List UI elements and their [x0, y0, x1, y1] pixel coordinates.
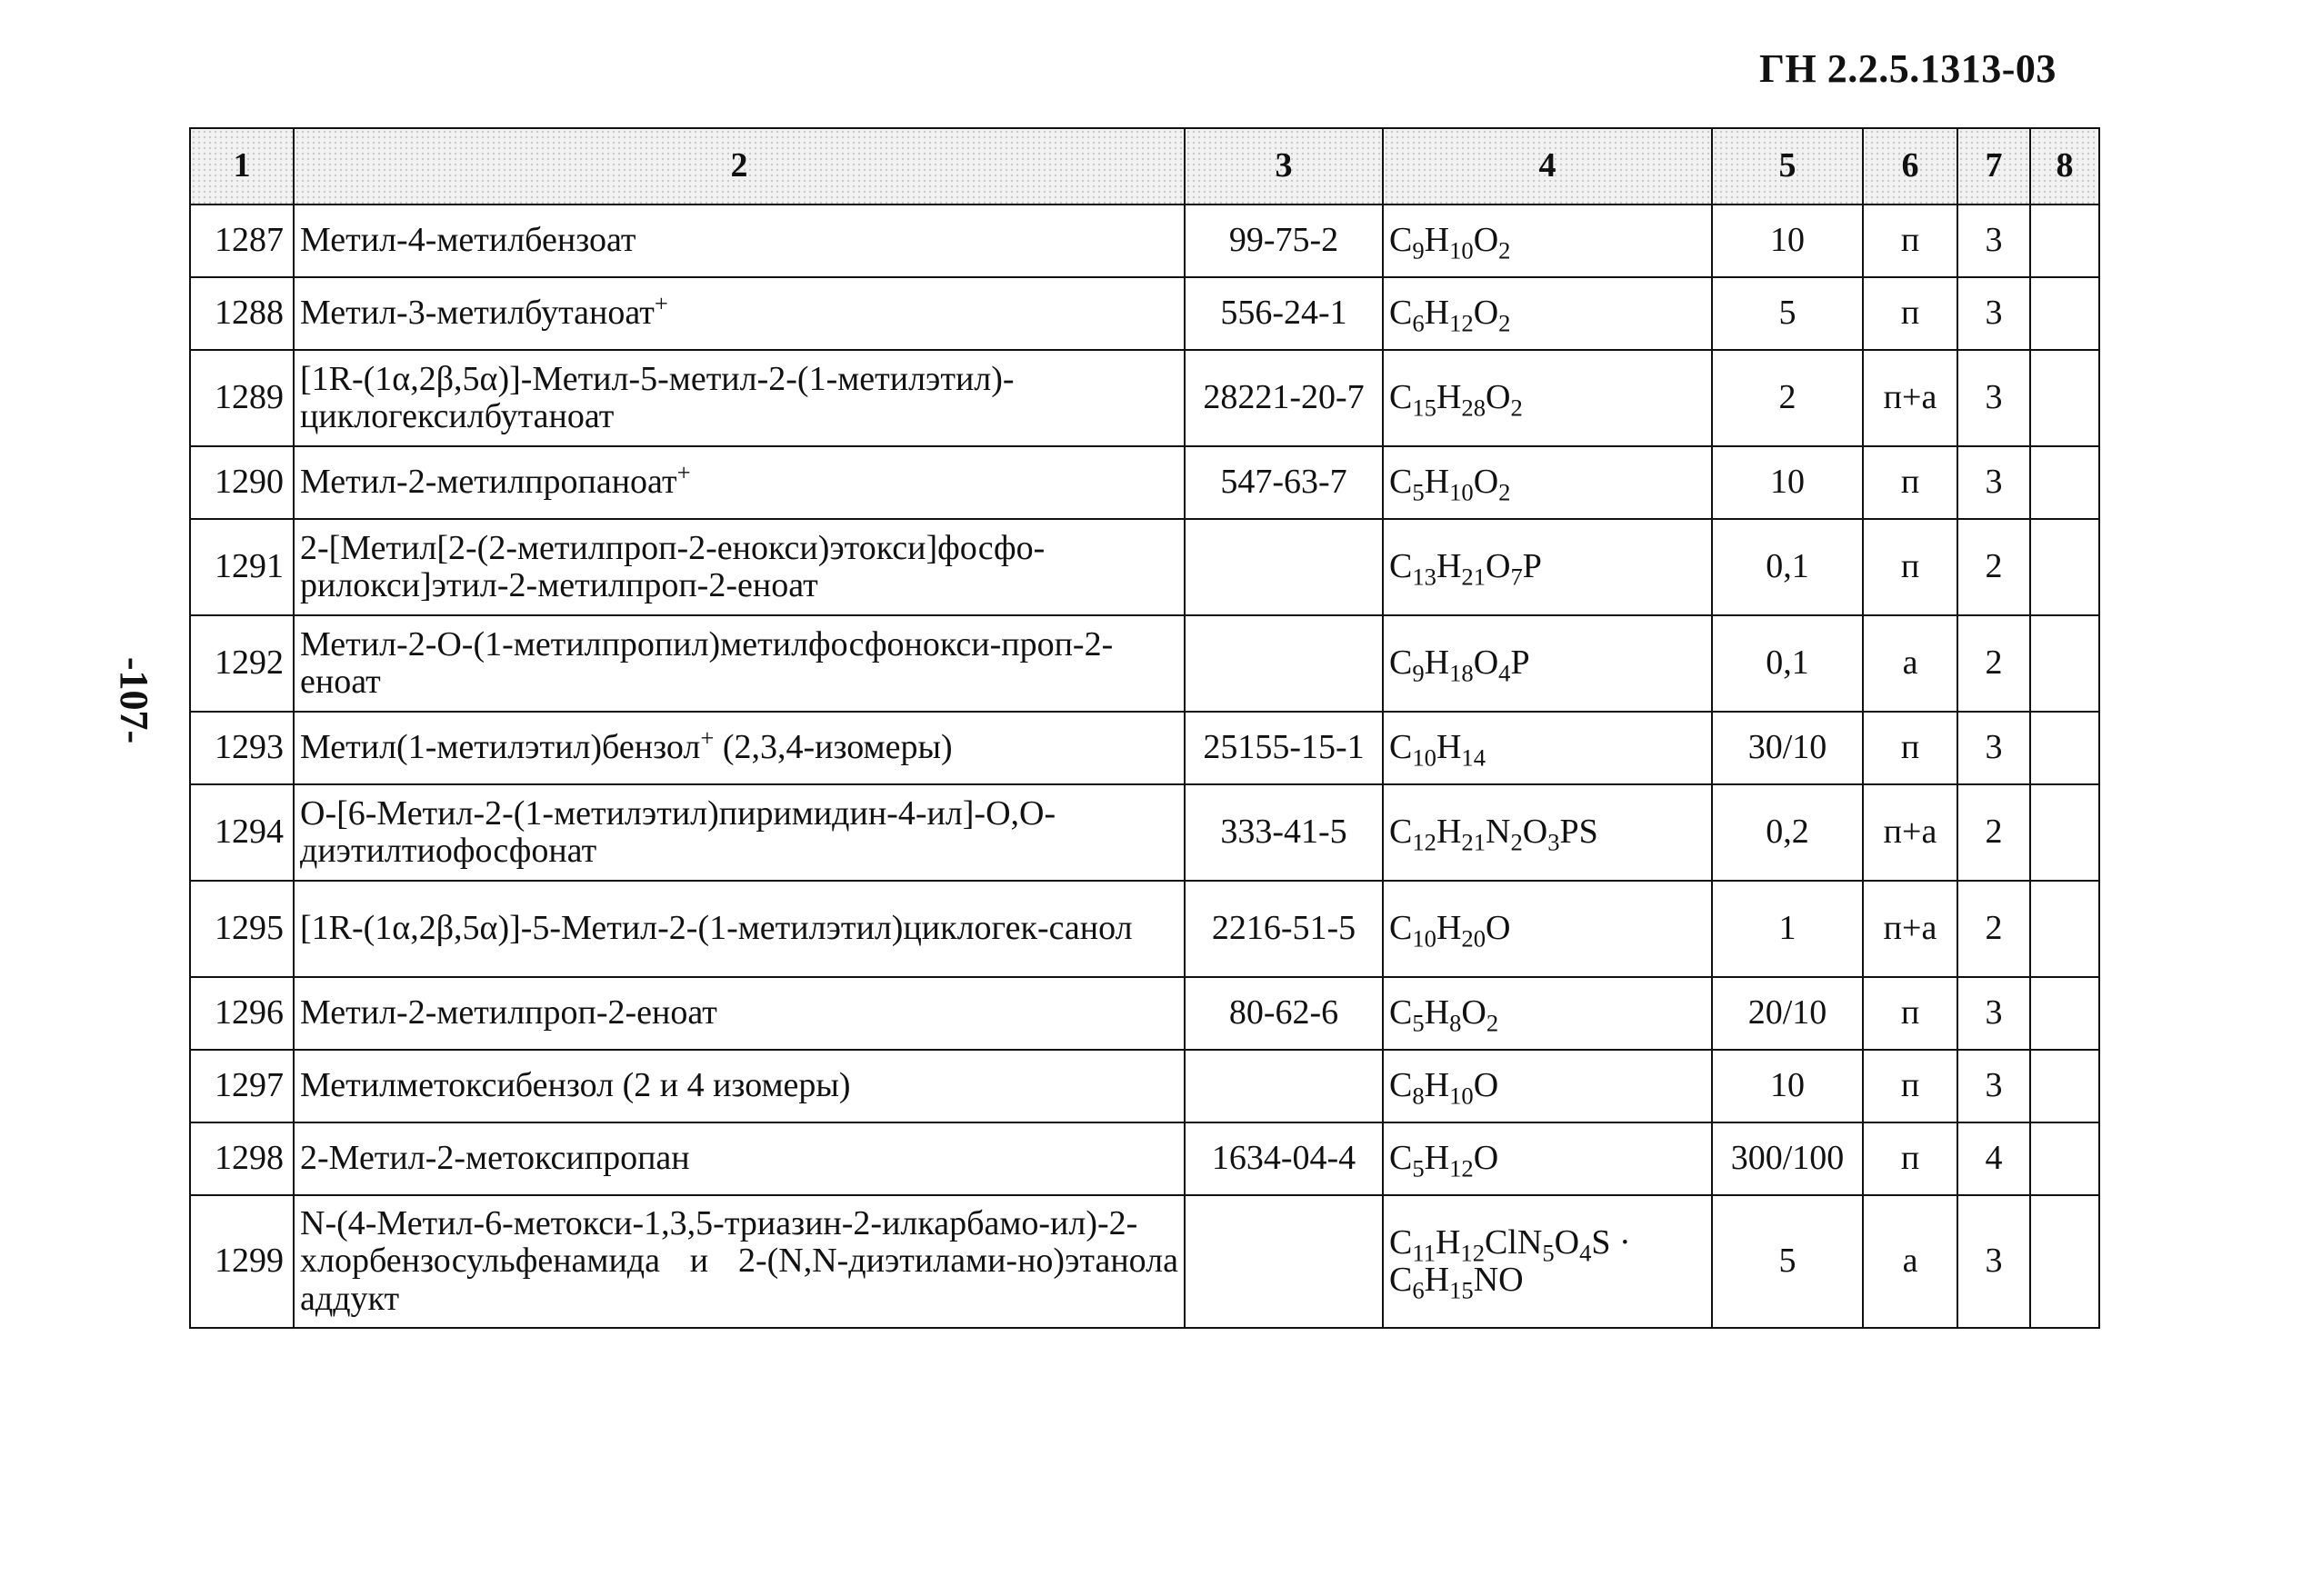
mac-value: 10 [1712, 204, 1863, 277]
table-row [190, 277, 2099, 350]
table-row [190, 784, 2099, 881]
substance-name: [1R-(1α,2β,5α)]-5-Метил-2-(1-метилэтил)циклогек-санол [294, 881, 1185, 977]
table-row [190, 1195, 2099, 1328]
row-number: 1296 [190, 977, 294, 1050]
row-number: 1291 [190, 519, 294, 615]
row-number: 1287 [190, 204, 294, 277]
cas-number: 25155-15-1 [1185, 712, 1383, 784]
table-header-row [190, 128, 2099, 204]
substance-name: Метил(1-метилэтил)бензол+ (2,3,4-изомеры) [294, 712, 1185, 784]
mac-value: 0,2 [1712, 784, 1863, 881]
formula: $C_{11}H_{12}ClN_5O_4S$ · $C_6H_{15}NO$ [1383, 1195, 1712, 1328]
hazard-class: 3 [1957, 350, 2030, 446]
column-header: 7 [1957, 128, 2030, 204]
col8-cell [2030, 1195, 2099, 1328]
col8-cell [2030, 1050, 2099, 1122]
substance-name: 2-Метил-2-метоксипропан [294, 1122, 1185, 1195]
hazard-class: 2 [1957, 881, 2030, 977]
row-number: 1293 [190, 712, 294, 784]
hazard-class: 2 [1957, 615, 2030, 712]
col8-cell [2030, 712, 2099, 784]
aggregate-state: п+а [1863, 881, 1957, 977]
cas-number: 333-41-5 [1185, 784, 1383, 881]
row-number: 1299 [190, 1195, 294, 1328]
mac-value: 30/10 [1712, 712, 1863, 784]
mac-value: 0,1 [1712, 519, 1863, 615]
cas-number: 28221-20-7 [1185, 350, 1383, 446]
mac-value: 20/10 [1712, 977, 1863, 1050]
aggregate-state: п [1863, 1122, 1957, 1195]
column-header: 5 [1712, 128, 1863, 204]
mac-value: 10 [1712, 1050, 1863, 1122]
mac-value: 10 [1712, 446, 1863, 519]
table-row [190, 881, 2099, 977]
aggregate-state: п [1863, 712, 1957, 784]
row-number: 1294 [190, 784, 294, 881]
formula: $C_{15}H_{28}O_2$ [1383, 350, 1712, 446]
formula: $C_5H_{12}O$ [1383, 1122, 1712, 1195]
col8-cell [2030, 519, 2099, 615]
substance-name: N-(4-Метил-6-метокси-1,3,5-триазин-2-илкарбамо-ил)-2-хлорбензосульфенамида и 2-(N,N-диэтилами-но)этанола аддукт [294, 1195, 1185, 1328]
col8-cell [2030, 1122, 2099, 1195]
col8-cell [2030, 977, 2099, 1050]
hazard-class: 3 [1957, 277, 2030, 350]
cas-number: 80-62-6 [1185, 977, 1383, 1050]
mac-value: 5 [1712, 277, 1863, 350]
mac-value: 5 [1712, 1195, 1863, 1328]
col8-cell [2030, 615, 2099, 712]
cas-number: 556-24-1 [1185, 277, 1383, 350]
column-header: 2 [294, 128, 1185, 204]
mac-value: 1 [1712, 881, 1863, 977]
aggregate-state: п [1863, 977, 1957, 1050]
cas-number: 2216-51-5 [1185, 881, 1383, 977]
substance-name: Метил-2-метилпроп-2-еноат [294, 977, 1185, 1050]
col8-cell [2030, 784, 2099, 881]
hazard-class: 3 [1957, 712, 2030, 784]
formula: $C_{10}H_{14}$ [1383, 712, 1712, 784]
cas-number [1185, 615, 1383, 712]
row-number: 1298 [190, 1122, 294, 1195]
column-header: 1 [190, 128, 294, 204]
substance-name: Метил-3-метилбутаноат+ [294, 277, 1185, 350]
formula: $C_{10}H_{20}O$ [1383, 881, 1712, 977]
cas-number [1185, 1050, 1383, 1122]
hazard-class: 3 [1957, 977, 2030, 1050]
column-header: 8 [2030, 128, 2099, 204]
row-number: 1288 [190, 277, 294, 350]
cas-number: 99-75-2 [1185, 204, 1383, 277]
table-row [190, 204, 2099, 277]
row-number: 1297 [190, 1050, 294, 1122]
substance-name: Метил-2-О-(1-метилпропил)метилфосфонокси-проп-2-еноат [294, 615, 1185, 712]
aggregate-state: п [1863, 1050, 1957, 1122]
substance-name: О-[6-Метил-2-(1-метилэтил)пиримидин-4-ил]-О,О-диэтилтиофосфонат [294, 784, 1185, 881]
aggregate-state: а [1863, 1195, 1957, 1328]
aggregate-state: п [1863, 277, 1957, 350]
table-row [190, 350, 2099, 446]
cas-number: 1634-04-4 [1185, 1122, 1383, 1195]
page-number: -107- [112, 656, 157, 744]
formula: $C_8H_{10}O$ [1383, 1050, 1712, 1122]
row-number: 1290 [190, 446, 294, 519]
cas-number [1185, 519, 1383, 615]
formula: $C_5H_{10}O_2$ [1383, 446, 1712, 519]
aggregate-state: п+а [1863, 350, 1957, 446]
hazard-class: 3 [1957, 446, 2030, 519]
formula: $C_5H_8O_2$ [1383, 977, 1712, 1050]
aggregate-state: п+а [1863, 784, 1957, 881]
hazard-class: 3 [1957, 204, 2030, 277]
substance-name: Метил-2-метилпропаноат+ [294, 446, 1185, 519]
document-code: ГН 2.2.5.1313-03 [1759, 46, 2057, 91]
aggregate-state: п [1863, 519, 1957, 615]
column-header: 6 [1863, 128, 1957, 204]
col8-cell [2030, 350, 2099, 446]
mac-value: 300/100 [1712, 1122, 1863, 1195]
formula: $C_9H_{10}O_2$ [1383, 204, 1712, 277]
formula: $C_{12}H_{21}N_2O_3PS$ [1383, 784, 1712, 881]
aggregate-state: п [1863, 204, 1957, 277]
hazard-class: 2 [1957, 784, 2030, 881]
row-number: 1289 [190, 350, 294, 446]
table-row [190, 977, 2099, 1050]
row-number: 1292 [190, 615, 294, 712]
aggregate-state: а [1863, 615, 1957, 712]
hazard-class: 3 [1957, 1195, 2030, 1328]
formula: $C_6H_{12}O_2$ [1383, 277, 1712, 350]
table-row [190, 1050, 2099, 1122]
column-header: 3 [1185, 128, 1383, 204]
substances-table [189, 127, 2100, 1329]
col8-cell [2030, 204, 2099, 277]
hazard-class: 2 [1957, 519, 2030, 615]
cas-number [1185, 1195, 1383, 1328]
table-row [190, 712, 2099, 784]
table-row [190, 519, 2099, 615]
aggregate-state: п [1863, 446, 1957, 519]
table-row [190, 615, 2099, 712]
col8-cell [2030, 446, 2099, 519]
row-number: 1295 [190, 881, 294, 977]
substance-name: Метил-4-метилбензоат [294, 204, 1185, 277]
hazard-class: 3 [1957, 1050, 2030, 1122]
substance-name: [1R-(1α,2β,5α)]-Метил-5-метил-2-(1-метилэтил)-циклогексилбутаноат [294, 350, 1185, 446]
hazard-class: 4 [1957, 1122, 2030, 1195]
mac-value: 2 [1712, 350, 1863, 446]
mac-value: 0,1 [1712, 615, 1863, 712]
table-row [190, 1122, 2099, 1195]
col8-cell [2030, 881, 2099, 977]
cas-number: 547-63-7 [1185, 446, 1383, 519]
formula: $C_{13}H_{21}O_7P$ [1383, 519, 1712, 615]
col8-cell [2030, 277, 2099, 350]
column-header: 4 [1383, 128, 1712, 204]
formula: $C_9H_{18}O_4P$ [1383, 615, 1712, 712]
substance-name: 2-[Метил[2-(2-метилпроп-2-енокси)этокси]фосфо-рилокси]этил-2-метилпроп-2-еноат [294, 519, 1185, 615]
table-row [190, 446, 2099, 519]
substance-name: Метилметоксибензол (2 и 4 изомеры) [294, 1050, 1185, 1122]
